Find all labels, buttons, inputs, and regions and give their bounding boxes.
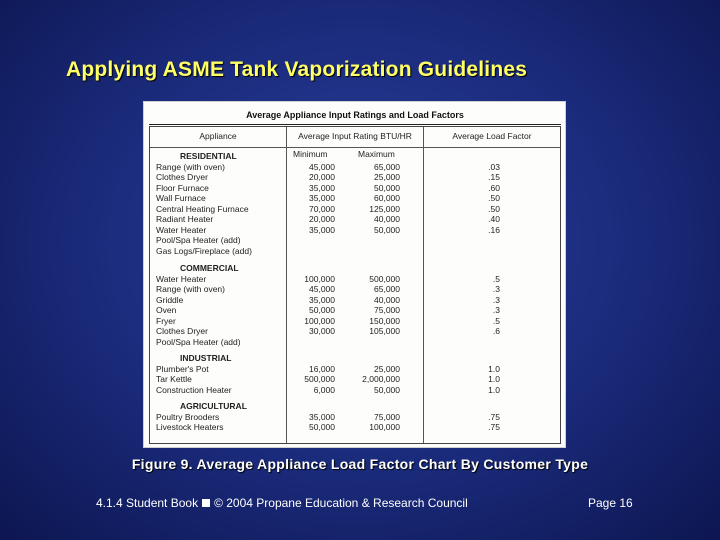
table-row-min: 20,000 xyxy=(309,172,335,182)
table-row-load: .5 xyxy=(492,315,500,326)
table-row-appliance: Tar Kettle xyxy=(156,374,192,384)
table-row-max: 500,000 xyxy=(369,273,400,284)
table-row-load: .3 xyxy=(492,284,500,294)
header-divider xyxy=(150,147,560,148)
table-row-max: 75,000 xyxy=(374,411,400,422)
table-row-min: 45,000 xyxy=(309,284,335,294)
table-row-appliance: Clothes Dryer xyxy=(156,172,208,182)
table-row-max: 65,000 xyxy=(374,161,400,172)
table-row-appliance: Plumber's Pot xyxy=(156,363,209,374)
table-row-load: .60 xyxy=(488,182,500,193)
table-row-min: 50,000 xyxy=(309,305,335,315)
table-row-max: 25,000 xyxy=(374,172,400,182)
table-row-max: 25,000 xyxy=(374,363,400,374)
table-row-min: 6,000 xyxy=(313,384,335,395)
table-row-max: 125,000 xyxy=(369,203,400,214)
table-row-load: .40 xyxy=(488,214,500,224)
load-factor-table xyxy=(149,126,561,444)
table-row-appliance: Water Heater xyxy=(156,224,207,235)
table-row-load: .75 xyxy=(488,422,500,432)
table-row-min: 70,000 xyxy=(309,203,335,214)
section-heading: INDUSTRIAL xyxy=(180,353,232,363)
section-heading: COMMERCIAL xyxy=(180,263,239,273)
table-row-load: .5 xyxy=(492,273,500,284)
col-header-input: Average Input Rating BTU/HR xyxy=(298,131,412,141)
table-row-appliance: Central Heating Furnace xyxy=(156,203,249,214)
table-row-appliance: Pool/Spa Heater (add) xyxy=(156,235,241,245)
table-row-load: 1.0 xyxy=(488,374,500,384)
col-header-load: Average Load Factor xyxy=(452,131,532,141)
table-row-appliance: Poultry Brooders xyxy=(156,411,220,422)
table-row-max: 50,000 xyxy=(374,384,400,395)
table-row-appliance: Water Heater xyxy=(156,273,207,284)
table-row-appliance: Griddle xyxy=(156,294,184,305)
slide-title: Applying ASME Tank Vaporization Guidelines xyxy=(66,58,528,81)
footer-book: 4.1.4 Student Book xyxy=(96,496,199,510)
table-row-appliance: Radiant Heater xyxy=(156,214,214,224)
table-row-appliance: Floor Furnace xyxy=(156,182,209,193)
footer-copyright: © 2004 Propane Education & Research Council xyxy=(214,496,468,510)
table-row-max: 150,000 xyxy=(369,315,400,326)
table-row-max: 2,000,000 xyxy=(362,374,400,384)
table-row-min: 500,000 xyxy=(304,374,335,384)
table-row-max: 50,000 xyxy=(374,224,400,235)
col-subheader-min: Minimum xyxy=(293,149,328,159)
table-row-max: 75,000 xyxy=(374,305,400,315)
table-row-min: 100,000 xyxy=(304,315,335,326)
page-number: Page 16 xyxy=(588,496,633,510)
table-row-appliance: Livestock Heaters xyxy=(156,422,224,432)
table-row-appliance: Wall Furnace xyxy=(156,193,206,203)
table-row-load: .3 xyxy=(492,294,500,305)
section-heading: RESIDENTIAL xyxy=(180,151,237,161)
table-row-appliance: Gas Logs/Fireplace (add) xyxy=(156,245,252,256)
table-row-load: .16 xyxy=(488,224,500,235)
table-row-min: 35,000 xyxy=(309,193,335,203)
table-row-appliance: Range (with oven) xyxy=(156,284,225,294)
column-divider xyxy=(286,127,287,443)
table-row-max: 65,000 xyxy=(374,284,400,294)
table-row-appliance: Pool/Spa Heater (add) xyxy=(156,336,241,347)
table-row-min: 30,000 xyxy=(309,326,335,336)
table-title: Average Appliance Input Ratings and Load Factors xyxy=(149,106,561,125)
col-subheader-max: Maximum xyxy=(358,149,395,159)
table-row-max: 100,000 xyxy=(369,422,400,432)
table-row-load: .15 xyxy=(488,172,500,182)
table-row-max: 50,000 xyxy=(374,182,400,193)
table-row-min: 100,000 xyxy=(304,273,335,284)
table-row-load: .3 xyxy=(492,305,500,315)
table-row-min: 16,000 xyxy=(309,363,335,374)
table-row-max: 40,000 xyxy=(374,214,400,224)
table-row-load: 1.0 xyxy=(488,363,500,374)
table-row-min: 45,000 xyxy=(309,161,335,172)
table-row-min: 35,000 xyxy=(309,182,335,193)
table-row-min: 50,000 xyxy=(309,422,335,432)
table-row-appliance: Fryer xyxy=(156,315,176,326)
table-row-appliance: Construction Heater xyxy=(156,384,232,395)
table-row-load: .50 xyxy=(488,193,500,203)
table-row-min: 20,000 xyxy=(309,214,335,224)
load-factor-table-image xyxy=(143,101,566,448)
table-row-max: 105,000 xyxy=(369,326,400,336)
section-heading: AGRICULTURAL xyxy=(180,401,247,411)
table-row-load: .50 xyxy=(488,203,500,214)
table-row-load: .75 xyxy=(488,411,500,422)
table-row-min: 35,000 xyxy=(309,294,335,305)
table-row-min: 35,000 xyxy=(309,224,335,235)
footer-credit xyxy=(96,496,468,510)
table-row-max: 40,000 xyxy=(374,294,400,305)
column-divider xyxy=(423,127,424,443)
col-header-appliance: Appliance xyxy=(199,131,237,141)
table-row-min: 35,000 xyxy=(309,411,335,422)
table-row-load: .03 xyxy=(488,161,500,172)
table-row-appliance: Clothes Dryer xyxy=(156,326,208,336)
table-row-appliance: Range (with oven) xyxy=(156,161,225,172)
table-row-max: 60,000 xyxy=(374,193,400,203)
figure-caption: Figure 9. Average Appliance Load Factor Chart By Customer Type xyxy=(131,456,589,472)
table-row-load: 1.0 xyxy=(488,384,500,395)
table-row-appliance: Oven xyxy=(156,305,177,315)
square-bullet-icon xyxy=(202,499,210,507)
table-row-load: .6 xyxy=(492,326,500,336)
